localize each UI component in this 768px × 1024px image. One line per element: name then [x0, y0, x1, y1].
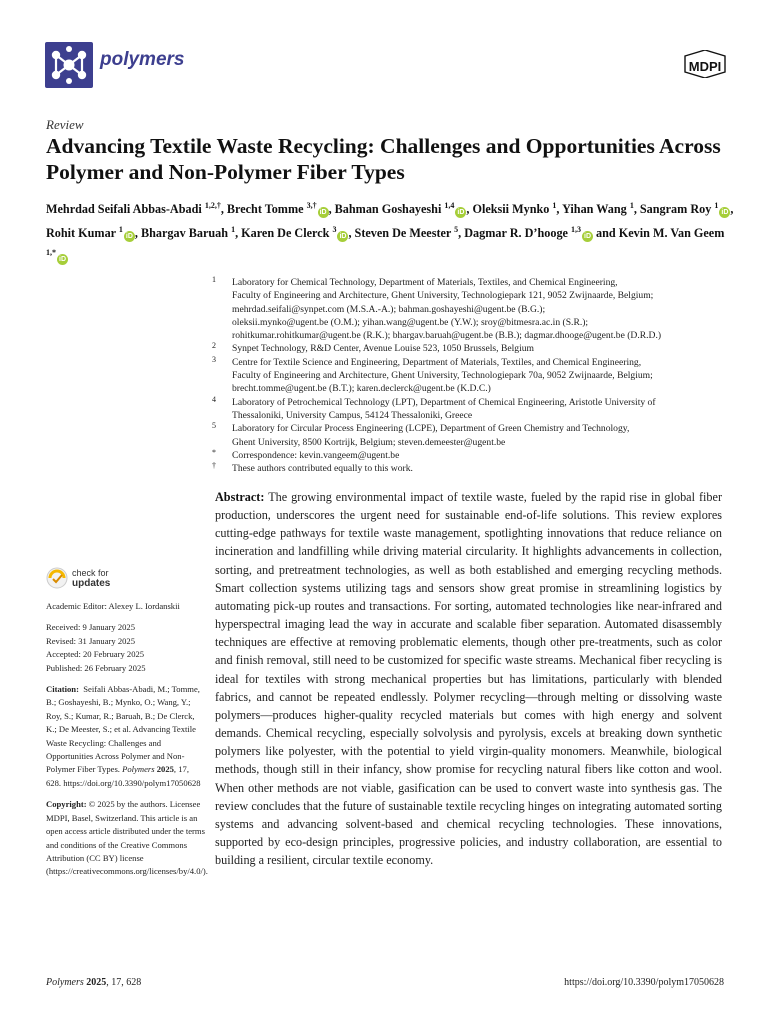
abstract [215, 488, 722, 869]
orcid-icon[interactable]: iD [125, 232, 133, 240]
received-date: Received: 9 January 2025 [46, 622, 136, 633]
affiliation-line: Laboratory for Circular Process Engineering (LCPE), Department of Green Chemistry and Technology, [232, 423, 630, 435]
author-name[interactable]: Bhargav Baruah [141, 225, 232, 240]
author-affiliation-marker: 1 [714, 201, 719, 210]
author-name[interactable]: Sangram Roy [639, 202, 715, 217]
affiliation-line: rohitkumar.rohitkumar@ugent.be (R.K.); bhargav.baruah@ugent.be (B.B.); dagmar.dhooge@ugent.be (D.R.D.) [232, 330, 662, 342]
check-for-updates-line2: updates [72, 578, 111, 589]
author-name[interactable]: Steven De Meester [354, 225, 455, 240]
affiliation-item [212, 396, 732, 423]
author-affiliation-marker: 1 [118, 224, 123, 234]
orcid-icon[interactable]: iD [319, 209, 327, 217]
author-name[interactable]: Mehrdad Seifali Abbas-Abadi [46, 202, 205, 217]
polymers-logo-icon [45, 42, 93, 88]
author-affiliation-marker: 1,3 [571, 224, 581, 234]
page-footer [46, 977, 724, 991]
author-affiliation-marker: 1 [552, 201, 557, 210]
affiliation-marker: * [212, 447, 216, 457]
author-name[interactable]: Kevin M. Van Geem [618, 225, 725, 240]
affiliation-line: Centre for Textile Science and Engineering, Department of Materials, Textiles, and Chemical Engineering, [232, 356, 642, 368]
affiliation-line: Ghent University, 8500 Kortrijk, Belgium; steven.demeester@ugent.be [232, 436, 506, 448]
revised-date: Revised: 31 January 2025 [46, 635, 136, 646]
orcid-icon[interactable]: iD [457, 209, 465, 217]
affiliation-line: These authors contributed equally to this work. [232, 463, 413, 475]
orcid-icon[interactable]: iD [584, 232, 591, 240]
footer-journal: Polymers [46, 977, 84, 988]
article-info-sidebar [46, 566, 206, 887]
affiliation-item [212, 342, 732, 355]
orcid-icon[interactable]: iD [721, 209, 729, 217]
author-name[interactable]: Brecht Tomme [226, 202, 307, 217]
affiliation-marker: 3 [212, 354, 216, 364]
author-name[interactable]: Karen De Clerck [241, 225, 333, 240]
footer-year: 2025 [86, 977, 107, 988]
abstract-label: Abstract: [215, 490, 265, 504]
author-name[interactable]: Yihan Wang [562, 202, 630, 217]
affiliation-marker: † [212, 461, 216, 471]
mdpi-logo-text: MDPI [688, 59, 722, 74]
footer-doi-link[interactable]: https://doi.org/10.3390/polym17050628 [564, 977, 724, 988]
orcid-icon[interactable]: iD [59, 256, 66, 264]
check-for-updates-label [72, 568, 110, 589]
affiliation-line: oleksii.mynko@ugent.be (O.M.); yihan.wang@ugent.be (Y.W.); sroy@bitmesra.ac.in (S.R.); [232, 316, 589, 328]
accepted-date: Accepted: 20 February 2025 [46, 649, 145, 660]
author-affiliation-marker: 1,* [46, 248, 56, 258]
author-affiliation-marker: 1,4 [444, 201, 455, 210]
footer-citation [46, 977, 141, 988]
affiliations [212, 276, 732, 475]
author-name[interactable]: Bahman Goshayeshi [334, 202, 445, 217]
citation-doi[interactable]: , 17, 628. https://doi.org/10.3390/polym17050628 [46, 764, 201, 788]
affiliation-marker: 4 [212, 394, 216, 404]
affiliation-line: Faculty of Engineering and Architecture, Ghent University, Technologiepark 121, 9052 Zwijnaarde, Belgium; [232, 290, 654, 302]
author-name[interactable]: Dagmar R. D’hooge [464, 225, 571, 240]
abstract-text: The growing environmental impact of textile waste, fueled by the rapid rise in global fiber production, underscores the urgent need for sustainable end-of-life solutions. This review explores cutting-edge pathways for textile waste management, spotlighting innovations that reduce reliance on incineration and landfilling while driving material circularity. It highlights advancements in collection, sorting, and pretreatment technologies, as well as both established and emerging recycling methods. Smart collection systems utilizing tags and sensors show great promise in streamlining logistics by automating pick-up routes and transactions. For sorting, automated technologies like near-infrared and hyperspectral imaging lead the way in accurate and scalable fiber separation. Automated disassembly techniques are effective at removing problematic elements, though other pre-treatments, such as color and finish removal, still need to be customized for specific waste streams. Mechanical fiber recycling is ideal for textiles with strong mechanical properties but has limitations, particularly with blended fabrics, and cannot be repeated endlessly. Polymer recycling—through melting or dissolving waste polymers—produces higher-quality recycled materials but comes with high energy and solvent demands. Chemical recycling, especially solvolysis and pyrolysis, excels at breaking down synthetic polymers like polyester, with the potential to yield virgin-quality monomers. Meanwhile, biological methods, though still in their infancy, show promise for recycling natural fibers like cotton and wool. When other methods are not viable, gasification can be used to convert waste into synthesis gas. The review concludes that the future of sustainable textile recycling hinges on integrating automated sorting systems and advancing solvent-based and chemical recycling technologies. These innovations, supported by eco-design principles, progressive policies, and industry collaboration, are essential to building a resilient, circular textile economy. [215, 490, 722, 868]
affiliation-line: Laboratory of Petrochemical Technology (LPT), Department of Chemical Engineering, Aristotle University of [232, 396, 656, 408]
affiliation-marker: 2 [212, 341, 216, 351]
check-for-updates-line1: check for [72, 568, 109, 578]
copyright-label: Copyright: [46, 799, 87, 810]
check-for-updates-icon [46, 567, 68, 589]
citation-text: Seifali Abbas-Abadi, M.; Tomme, B.; Goshayeshi, B.; Mynko, O.; Wang, Y.; Roy, S.; Kumar, R.; Baruah, B.; De Clerck, K.; De Meester, S.; et al. Advancing Textile Waste Recycling: Challenges and Opportunities Across Polymer and Non-Polymer Fiber Types. [46, 684, 200, 775]
published-date: Published: 26 February 2025 [46, 662, 146, 673]
author-affiliation-marker: 3 [332, 224, 337, 234]
copyright-block [46, 798, 206, 878]
affiliation-line: Synpet Technology, R&D Center, Avenue Louise 523, 1050 Brussels, Belgium [232, 343, 535, 355]
affiliation-item [212, 356, 732, 396]
affiliation-line: Correspondence: kevin.vangeem@ugent.be [232, 449, 400, 461]
affiliation-marker: 5 [212, 421, 216, 431]
article-title: Advancing Textile Waste Recycling: Challenges and Opportunities Across Polymer and Non-Polymer Fiber Types [46, 134, 721, 184]
author-affiliation-marker: 1,2,† [204, 201, 221, 210]
affiliation-line: mehrdad.seifali@synpet.com (M.S.A.-A.); bahman.goshayeshi@ugent.be (B.G.); [232, 303, 546, 315]
author-name[interactable]: Oleksii Mynko [472, 202, 553, 217]
author-affiliation-marker: 1 [629, 201, 634, 210]
author-affiliation-marker: 3,† [306, 201, 317, 210]
author-list: Mehrdad Seifali Abbas-Abadi $^{1,2,\dagger}$, Brecht Tomme $^{3,\dagger}$iD , Bahman Goshayeshi $^{1,4}$iD , Oleksii Mynko $^1$, Yihan Wang $^1$, Sangram Roy $^1$iD , Rohit Kumar $^1$iD , Bhargav Baruah $^1$, Karen De Clerck $^3$iD , Steven De Meester $^5$, Dagmar R. D’hooge $^{1,3}$iD and Kevin M. Van Geem $^{1,*}$iD [46, 201, 734, 264]
journal-name: polymers [100, 49, 185, 70]
check-for-updates-button[interactable] [46, 566, 206, 592]
author-name[interactable]: Rohit Kumar [46, 225, 119, 240]
citation-label: Citation: [46, 684, 79, 695]
copyright-text: © 2025 by the authors. Licensee MDPI, Basel, Switzerland. This article is an open access article distributed under the terms and conditions of the Creative Commons Attribution (CC BY) license (https://creativecommons.org/licenses/by/4.0/). [46, 799, 208, 877]
citation-year: 2025 [156, 764, 174, 775]
citation-journal: Polymers [122, 764, 155, 775]
journal-header [45, 42, 725, 88]
orcid-icon[interactable]: iD [339, 232, 347, 240]
affiliation-line: Thessaloniki, University Campus, 54124 Thessaloniki, Greece [232, 409, 473, 421]
academic-editor: Academic Editor: Alexey L. Iordanskii [46, 601, 180, 611]
affiliation-line: Laboratory for Chemical Technology, Department of Materials, Textiles, and Chemical Engineering, [232, 277, 618, 288]
article-dates [46, 621, 206, 675]
mdpi-logo-icon [677, 50, 733, 78]
footer-volume-page: , 17, 628 [106, 977, 142, 988]
article-type: Review [46, 117, 84, 132]
affiliation-line: Faculty of Engineering and Architecture, Ghent University, Technologiepark 70a, 9052 Zwijnaarde, Belgium; [232, 370, 653, 382]
citation-block [46, 683, 206, 790]
author-affiliation-marker: 5 [454, 224, 459, 234]
affiliation-line: brecht.tomme@ugent.be (B.T.); karen.declerck@ugent.be (K.D.C.) [232, 383, 491, 395]
author-affiliation-marker: 1 [231, 224, 236, 234]
affiliation-marker: 1 [212, 275, 216, 284]
affiliation-item [212, 449, 732, 462]
affiliation-item [212, 276, 732, 342]
affiliation-item [212, 422, 732, 449]
affiliation-item [212, 462, 732, 475]
